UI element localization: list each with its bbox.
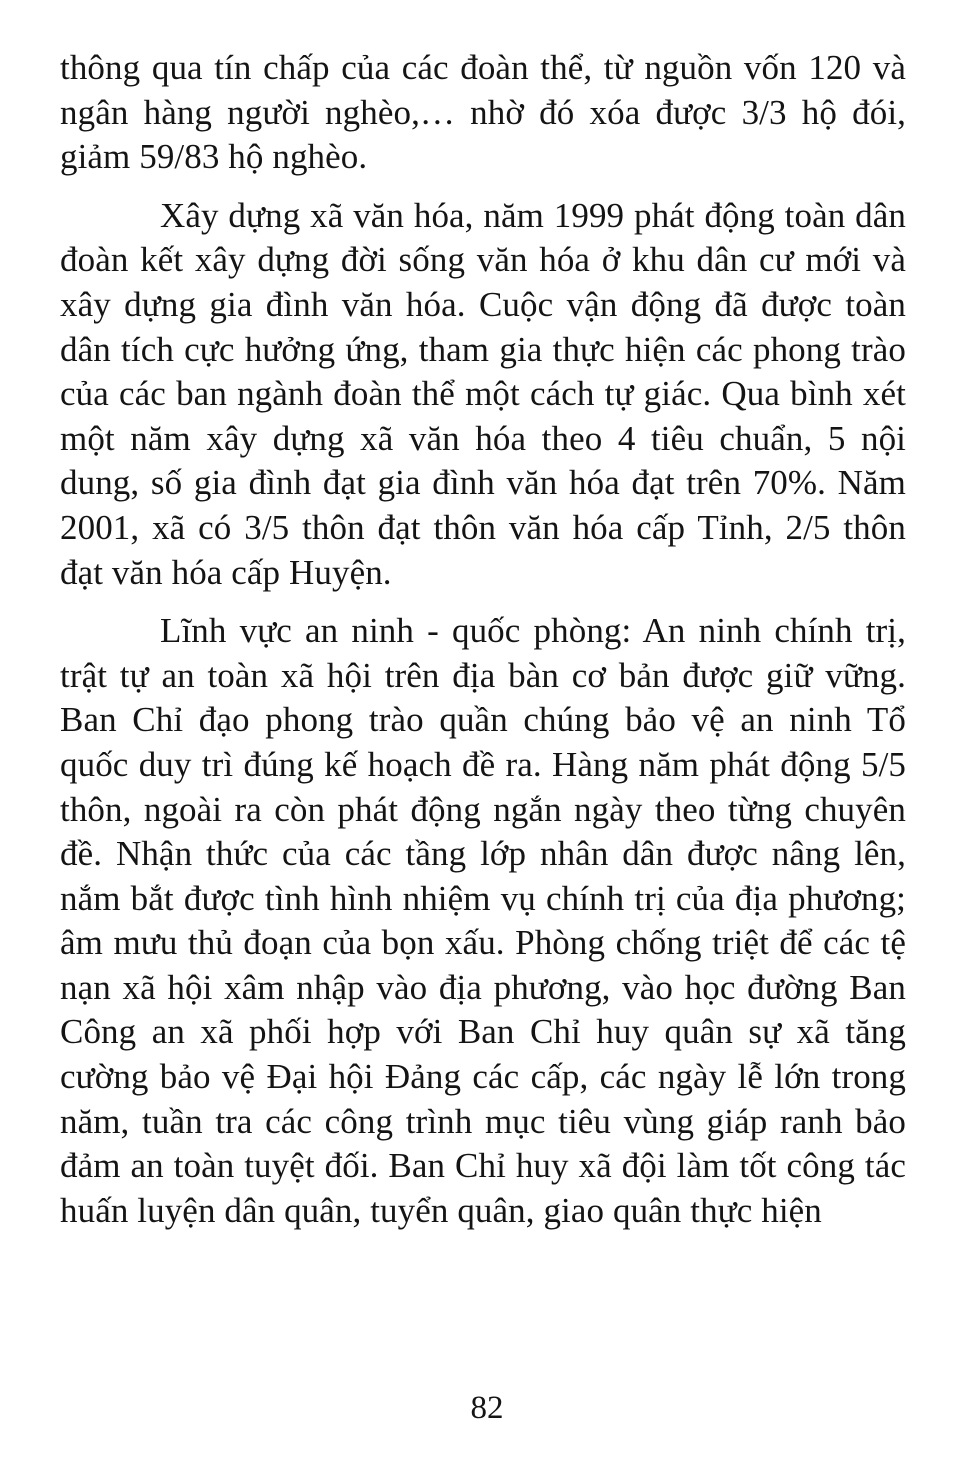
paragraph-continuation: thông qua tín chấp của các đoàn thể, từ nguồn vốn 120 và ngân hàng người nghèo,… nhờ đó xóa được 3/3 hộ đói, giảm 59/83 hộ nghèo. [60,48,906,177]
body-text [60,46,906,1233]
paragraph-security-defense: Lĩnh vực an ninh - quốc phòng: An ninh chính trị, trật tự an toàn xã hội trên địa bàn cơ bản được giữ vững. Ban Chỉ đạo phong trào quần chúng bảo vệ an ninh Tổ quốc duy trì đúng kế hoạch đề ra. Hàng năm phát động 5/5 thôn, ngoài ra còn phát động ngắn ngày theo từng chuyên đề. Nhận thức của các tầng lớp nhân dân được nâng lên, nắm bắt được tình hình nhiệm vụ chính trị của địa phương; âm mưu thủ đoạn của bọn xấu. Phòng chống triệt để các tệ nạn xã hội xâm nhập vào địa phương, vào học đường Ban Công an xã phối hợp với Ban Chỉ huy quân sự xã tăng cường bảo vệ Đại hội Đảng các cấp, các ngày lễ lớn trong năm, tuần tra các công trình mục tiêu vùng giáp ranh bảo đảm an toàn tuyệt đối. Ban Chỉ huy xã đội làm tốt công tác huấn luyện dân quân, tuyển quân, giao quân thực hiện [60,611,906,1230]
page-number: 82 [470,1390,504,1426]
paragraph-cultural-commune: Xây dựng xã văn hóa, năm 1999 phát động toàn dân đoàn kết xây dựng đời sống văn hóa ở khu dân cư mới và xây dựng gia đình văn hóa. Cuộc vận động đã được toàn dân tích cực hưởng ứng, tham gia thực hiện các phong trào của các ban ngành đoàn thể một cách tự giác. Qua bình xét một năm xây dựng xã văn hóa theo 4 tiêu chuẩn, 5 nội dung, số gia đình đạt gia đình văn hóa đạt trên 70%. Năm 2001, xã có 3/5 thôn đạt thôn văn hóa cấp Tỉnh, 2/5 thôn đạt văn hóa cấp Huyện. [60,195,906,592]
